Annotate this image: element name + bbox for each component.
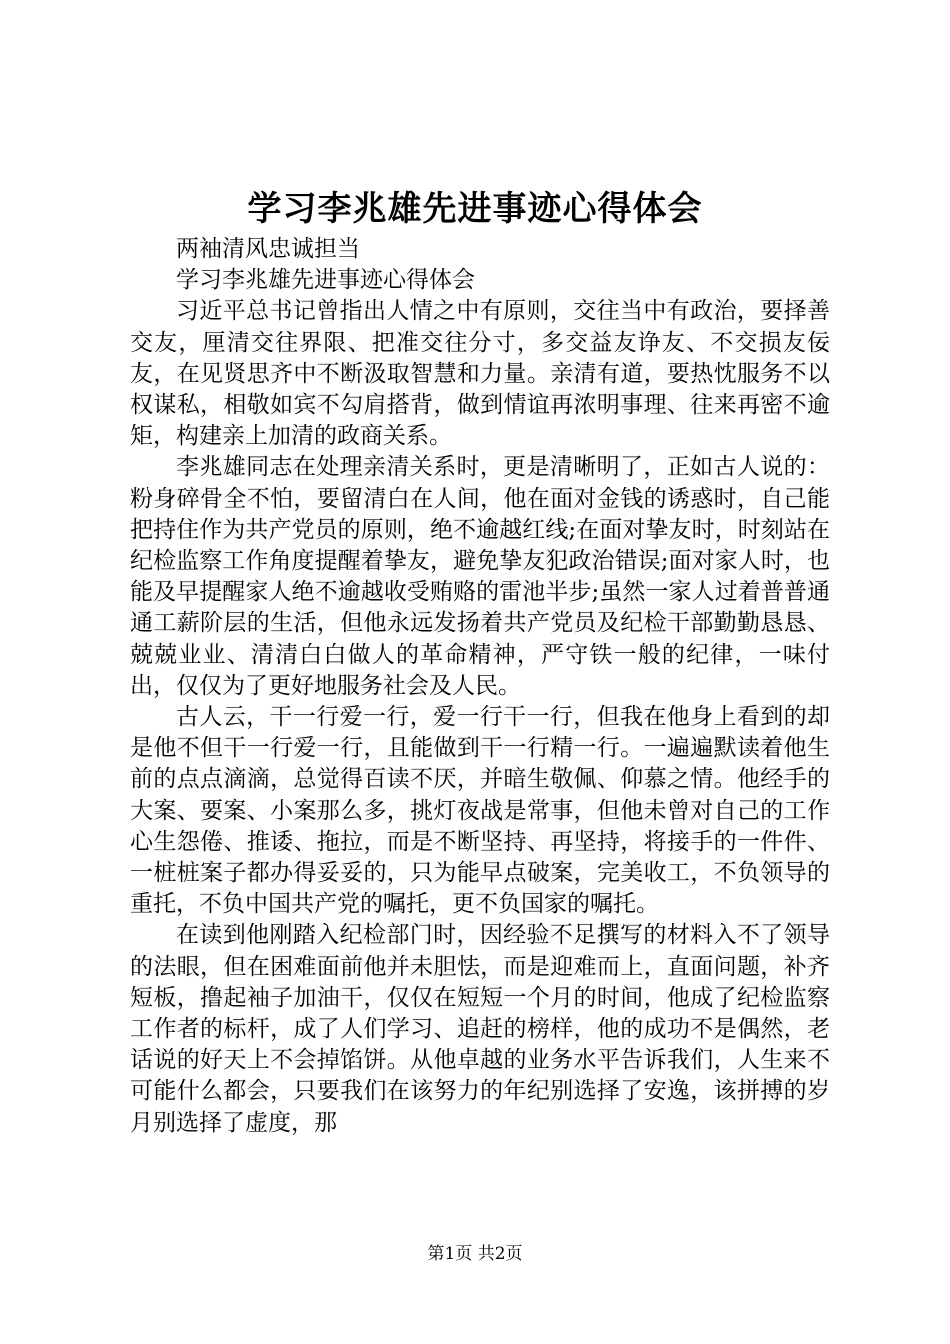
body-paragraph: 在读到他刚踏入纪检部门时，因经验不足撰写的材料入不了领导的法眼，但在困难面前他并未胆怯，而是迎难而上，直面问题，补齐短板，撸起袖子加油干，仅仅在短短一个月的时间，他成了纪检监察工作者的标杆，成了人们学习、追赶的榜样，他的成功不是偶然，老话说的好天上不会掉馅饼。从他卓越的业务水平告诉我们，人生来不可能什么都会，只要我们在该努力的年纪别选择了安逸，该拼搏的岁月别选择了虚度，那 bbox=[130, 922, 830, 1136]
document-title: 学习李兆雄先进事迹心得体会 bbox=[247, 189, 703, 229]
body-paragraph: 李兆雄同志在处理亲清关系时，更是清晰明了，正如古人说的：粉身碎骨全不怕，要留清白在人间，他在面对金钱的诱惑时，自己能把持住作为共产党员的原则，绝不逾越红线;在面对挚友时，时刻站在纪检监察工作角度提醒着挚友，避免挚友犯政治错误;面对家人时，也能及早提醒家人绝不逾越收受贿赂的雷池半步;虽然一家人过着普普通通工薪阶层的生活，但他永远发扬着共产党员及纪检干部勤勤恳恳、兢兢业业、清清白白做人的革命精神，严守铁一般的纪律，一味付出，仅仅为了更好地服务社会及人民。 bbox=[130, 454, 830, 699]
subtitle-paragraph: 学习李兆雄先进事迹心得体会 bbox=[176, 267, 475, 294]
subtitle-paragraph: 两袖清风忠诚担当 bbox=[176, 236, 360, 262]
body-paragraph: 习近平总书记曾指出人情之中有原则，交往当中有政治，要择善交友，厘清交往界限、把准交往分寸，多交益友诤友、不交损友佞友，在见贤思齐中不断汲取智慧和力量。亲清有道，要热忱服务不以权谋私，相敬如宾不勾肩搭背，做到情谊再浓明事理、往来再密不逾矩，构建亲上加清的政商关系。 bbox=[130, 298, 830, 450]
document-body bbox=[130, 234, 830, 1139]
body-paragraph: 古人云，干一行爱一行，爱一行干一行，但我在他身上看到的却是他不但干一行爱一行，且能做到干一行精一行。一遍遍默读着他生前的点点滴滴，总觉得百读不厌，并暗生敬佩、仰慕之情。他经手的大案、要案、小案那么多，挑灯夜战是常事，但他未曾对自己的工作心生怨倦、推诿、拖拉，而是不断坚持、再坚持，将接手的一件件、一桩桩案子都办得妥妥的，只为能早点破案，完美收工，不负领导的重托，不负中国共产党的嘱托，更不负国家的嘱托。 bbox=[130, 704, 830, 918]
page-footer: 第1页 共2页 bbox=[427, 1244, 523, 1264]
